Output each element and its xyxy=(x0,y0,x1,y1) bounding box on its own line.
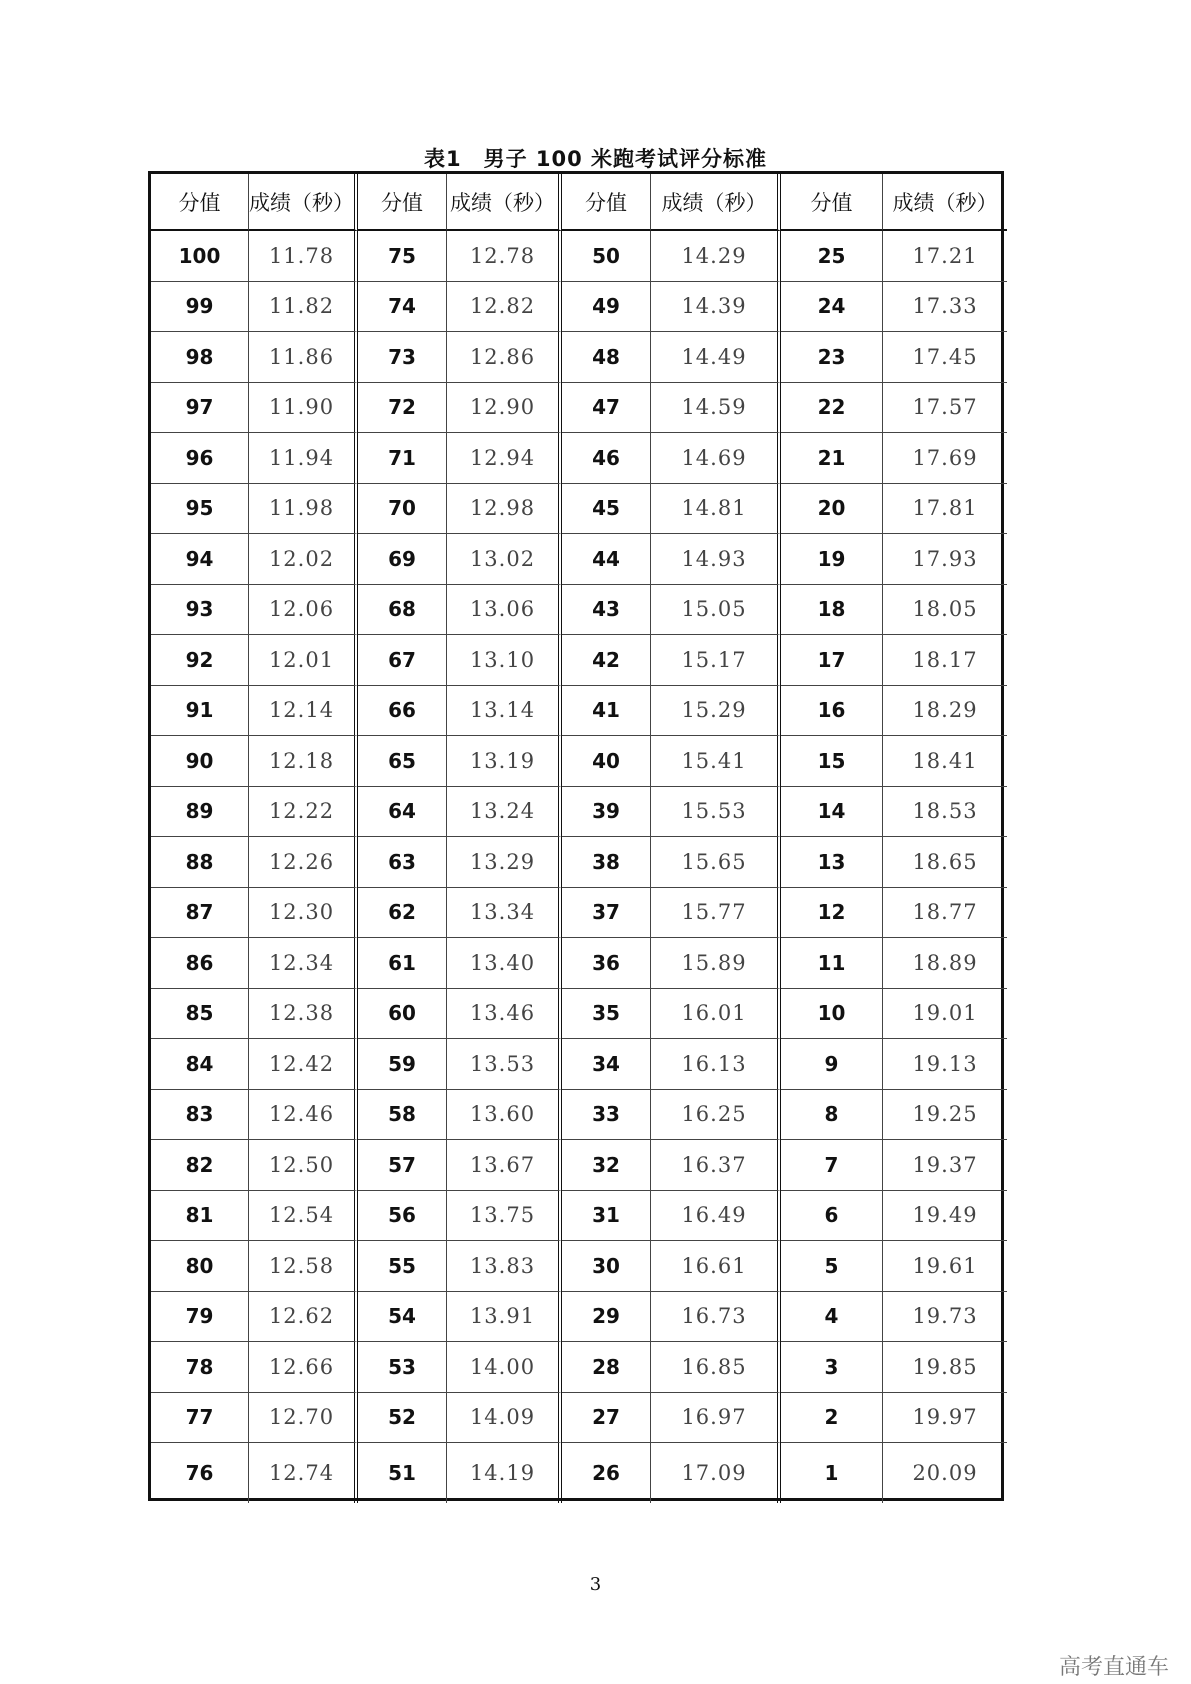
score-cell: 65 xyxy=(358,736,447,787)
time-cell: 18.17 xyxy=(883,635,1007,686)
score-cell: 35 xyxy=(562,989,651,1040)
time-cell: 11.82 xyxy=(249,282,358,333)
score-cell: 25 xyxy=(781,231,883,282)
time-cell: 12.02 xyxy=(249,534,358,585)
score-cell: 21 xyxy=(781,433,883,484)
time-cell: 14.93 xyxy=(651,534,781,585)
score-cell: 49 xyxy=(562,282,651,333)
time-cell: 13.29 xyxy=(447,837,562,888)
score-cell: 22 xyxy=(781,383,883,434)
time-cell: 19.37 xyxy=(883,1140,1007,1191)
time-cell: 14.09 xyxy=(447,1393,562,1444)
score-cell: 60 xyxy=(358,989,447,1040)
time-cell: 12.58 xyxy=(249,1241,358,1292)
score-cell: 57 xyxy=(358,1140,447,1191)
time-cell: 15.29 xyxy=(651,686,781,737)
time-cell: 12.82 xyxy=(447,282,562,333)
score-cell: 72 xyxy=(358,383,447,434)
time-cell: 14.49 xyxy=(651,332,781,383)
time-cell: 13.34 xyxy=(447,888,562,939)
time-cell: 13.83 xyxy=(447,1241,562,1292)
score-cell: 28 xyxy=(562,1342,651,1393)
score-cell: 18 xyxy=(781,585,883,636)
score-cell: 94 xyxy=(151,534,249,585)
time-cell: 12.06 xyxy=(249,585,358,636)
score-cell: 93 xyxy=(151,585,249,636)
score-cell: 26 xyxy=(562,1443,651,1503)
score-cell: 74 xyxy=(358,282,447,333)
score-cell: 89 xyxy=(151,787,249,838)
score-cell: 5 xyxy=(781,1241,883,1292)
time-cell: 14.19 xyxy=(447,1443,562,1503)
score-cell: 4 xyxy=(781,1292,883,1343)
score-cell: 11 xyxy=(781,938,883,989)
time-cell: 12.22 xyxy=(249,787,358,838)
time-cell: 19.01 xyxy=(883,989,1007,1040)
time-cell: 18.53 xyxy=(883,787,1007,838)
time-cell: 14.69 xyxy=(651,433,781,484)
table-title: 表1 男子 100 米跑考试评分标准 xyxy=(423,147,768,171)
time-cell: 18.41 xyxy=(883,736,1007,787)
time-cell: 17.69 xyxy=(883,433,1007,484)
time-cell: 13.24 xyxy=(447,787,562,838)
score-cell: 3 xyxy=(781,1342,883,1393)
score-cell: 32 xyxy=(562,1140,651,1191)
time-cell: 15.89 xyxy=(651,938,781,989)
time-cell: 12.14 xyxy=(249,686,358,737)
time-cell: 12.54 xyxy=(249,1191,358,1242)
time-cell: 13.46 xyxy=(447,989,562,1040)
score-cell: 73 xyxy=(358,332,447,383)
score-cell: 15 xyxy=(781,736,883,787)
time-cell: 11.98 xyxy=(249,484,358,535)
time-cell: 13.10 xyxy=(447,635,562,686)
score-cell: 45 xyxy=(562,484,651,535)
score-cell: 80 xyxy=(151,1241,249,1292)
score-cell: 77 xyxy=(151,1393,249,1444)
time-cell: 12.01 xyxy=(249,635,358,686)
time-cell: 16.13 xyxy=(651,1039,781,1090)
time-cell: 16.37 xyxy=(651,1140,781,1191)
time-cell: 17.93 xyxy=(883,534,1007,585)
score-cell: 24 xyxy=(781,282,883,333)
score-cell: 12 xyxy=(781,888,883,939)
score-cell: 38 xyxy=(562,837,651,888)
score-cell: 59 xyxy=(358,1039,447,1090)
score-cell: 61 xyxy=(358,938,447,989)
time-cell: 12.86 xyxy=(447,332,562,383)
score-cell: 16 xyxy=(781,686,883,737)
score-cell: 97 xyxy=(151,383,249,434)
time-cell: 12.98 xyxy=(447,484,562,535)
score-cell: 62 xyxy=(358,888,447,939)
time-cell: 20.09 xyxy=(912,1461,978,1485)
header-score: 分值 xyxy=(781,174,883,231)
score-cell: 96 xyxy=(151,433,249,484)
time-cell: 11.78 xyxy=(249,231,358,282)
time-cell: 13.14 xyxy=(447,686,562,737)
time-cell: 19.85 xyxy=(883,1342,1007,1393)
time-cell: 16.61 xyxy=(651,1241,781,1292)
time-cell: 12.26 xyxy=(249,837,358,888)
time-cell: 12.66 xyxy=(249,1342,358,1393)
score-cell: 68 xyxy=(358,585,447,636)
score-cell: 14 xyxy=(781,787,883,838)
time-cell: 13.02 xyxy=(447,534,562,585)
time-cell: 12.94 xyxy=(447,433,562,484)
score-cell: 98 xyxy=(151,332,249,383)
score-cell: 40 xyxy=(562,736,651,787)
score-cell: 36 xyxy=(562,938,651,989)
time-cell: 15.17 xyxy=(651,635,781,686)
time-cell: 15.41 xyxy=(651,736,781,787)
score-cell: 100 xyxy=(151,231,249,282)
score-cell: 87 xyxy=(151,888,249,939)
score-cell: 85 xyxy=(151,989,249,1040)
score-cell: 84 xyxy=(151,1039,249,1090)
time-cell: 16.97 xyxy=(651,1393,781,1444)
time-cell: 15.53 xyxy=(651,787,781,838)
header-score: 分值 xyxy=(562,174,651,231)
score-cell: 27 xyxy=(562,1393,651,1444)
score-cell: 82 xyxy=(151,1140,249,1191)
time-cell: 12.74 xyxy=(249,1443,358,1503)
score-cell: 99 xyxy=(151,282,249,333)
time-cell: 13.60 xyxy=(447,1090,562,1141)
score-cell: 29 xyxy=(562,1292,651,1343)
score-cell: 95 xyxy=(151,484,249,535)
score-cell: 53 xyxy=(358,1342,447,1393)
score-cell: 10 xyxy=(781,989,883,1040)
score-cell: 92 xyxy=(151,635,249,686)
score-cell: 20 xyxy=(781,484,883,535)
score-cell: 34 xyxy=(562,1039,651,1090)
score-cell: 58 xyxy=(358,1090,447,1141)
time-cell: 16.25 xyxy=(651,1090,781,1141)
header-score: 分值 xyxy=(151,174,249,231)
time-cell: 17.45 xyxy=(883,332,1007,383)
score-cell: 47 xyxy=(562,383,651,434)
time-cell: 13.06 xyxy=(447,585,562,636)
score-cell: 37 xyxy=(562,888,651,939)
score-cell: 8 xyxy=(781,1090,883,1141)
score-cell: 41 xyxy=(562,686,651,737)
score-cell: 1 xyxy=(781,1443,883,1503)
time-cell: 17.09 xyxy=(651,1443,781,1503)
time-cell: 12.30 xyxy=(249,888,358,939)
score-cell: 78 xyxy=(151,1342,249,1393)
score-cell: 43 xyxy=(562,585,651,636)
time-cell: 16.73 xyxy=(651,1292,781,1343)
time-cell: 11.94 xyxy=(249,433,358,484)
time-cell: 14.81 xyxy=(651,484,781,535)
time-cell: 14.39 xyxy=(651,282,781,333)
header-time: 成绩（秒） xyxy=(447,174,562,231)
time-cell: 12.42 xyxy=(249,1039,358,1090)
time-cell: 18.89 xyxy=(883,938,1007,989)
score-cell: 33 xyxy=(562,1090,651,1141)
time-cell: 19.73 xyxy=(883,1292,1007,1343)
time-cell: 12.38 xyxy=(249,989,358,1040)
score-cell: 83 xyxy=(151,1090,249,1141)
time-cell: 19.13 xyxy=(883,1039,1007,1090)
time-cell: 13.19 xyxy=(447,736,562,787)
time-cell: 19.49 xyxy=(883,1191,1007,1242)
score-cell: 19 xyxy=(781,534,883,585)
score-cell: 69 xyxy=(358,534,447,585)
score-cell: 86 xyxy=(151,938,249,989)
score-cell: 81 xyxy=(151,1191,249,1242)
score-cell: 76 xyxy=(151,1443,249,1503)
time-cell: 12.90 xyxy=(447,383,562,434)
score-cell: 51 xyxy=(358,1443,447,1503)
time-cell: 16.49 xyxy=(651,1191,781,1242)
time-cell: 16.85 xyxy=(651,1342,781,1393)
score-cell: 44 xyxy=(562,534,651,585)
scoring-table xyxy=(148,171,1004,1501)
score-cell: 23 xyxy=(781,332,883,383)
time-cell: 19.25 xyxy=(883,1090,1007,1141)
score-cell: 75 xyxy=(358,231,447,282)
score-cell: 2 xyxy=(781,1393,883,1444)
header-time: 成绩（秒） xyxy=(249,174,358,231)
time-cell: 11.90 xyxy=(249,383,358,434)
score-cell: 9 xyxy=(781,1039,883,1090)
time-cell: 18.05 xyxy=(883,585,1007,636)
time-cell: 15.05 xyxy=(651,585,781,636)
time-cell: 17.57 xyxy=(883,383,1007,434)
score-cell: 54 xyxy=(358,1292,447,1343)
time-cell: 13.40 xyxy=(447,938,562,989)
score-cell: 7 xyxy=(781,1140,883,1191)
header-score: 分值 xyxy=(358,174,447,231)
time-cell: 15.77 xyxy=(651,888,781,939)
time-cell: 18.29 xyxy=(883,686,1007,737)
score-cell: 79 xyxy=(151,1292,249,1343)
score-cell: 56 xyxy=(358,1191,447,1242)
time-cell: 12.34 xyxy=(249,938,358,989)
score-cell: 91 xyxy=(151,686,249,737)
time-cell: 11.86 xyxy=(249,332,358,383)
time-cell: 17.21 xyxy=(883,231,1007,282)
watermark: 高考直通车 xyxy=(1058,1655,1169,1680)
page-number: 3 xyxy=(589,1574,602,1595)
time-cell: 12.70 xyxy=(249,1393,358,1444)
score-cell: 48 xyxy=(562,332,651,383)
score-cell: 71 xyxy=(358,433,447,484)
time-cell: 16.01 xyxy=(651,989,781,1040)
time-cell: 15.65 xyxy=(651,837,781,888)
score-cell: 13 xyxy=(781,837,883,888)
score-cell: 66 xyxy=(358,686,447,737)
time-cell: 14.29 xyxy=(651,231,781,282)
score-cell: 50 xyxy=(562,231,651,282)
score-cell: 90 xyxy=(151,736,249,787)
score-cell: 70 xyxy=(358,484,447,535)
time-cell: 12.18 xyxy=(249,736,358,787)
score-cell: 64 xyxy=(358,787,447,838)
score-cell: 6 xyxy=(781,1191,883,1242)
time-cell: 13.53 xyxy=(447,1039,562,1090)
score-cell: 31 xyxy=(562,1191,651,1242)
score-cell: 42 xyxy=(562,635,651,686)
time-cell: 12.50 xyxy=(249,1140,358,1191)
time-cell: 13.91 xyxy=(447,1292,562,1343)
time-cell: 12.46 xyxy=(249,1090,358,1141)
score-cell: 55 xyxy=(358,1241,447,1292)
score-cell: 39 xyxy=(562,787,651,838)
time-cell: 19.97 xyxy=(883,1393,1007,1444)
time-cell: 13.67 xyxy=(447,1140,562,1191)
time-cell: 19.61 xyxy=(883,1241,1007,1292)
time-cell: 14.00 xyxy=(447,1342,562,1393)
score-cell: 17 xyxy=(781,635,883,686)
score-cell: 52 xyxy=(358,1393,447,1444)
time-cell: 18.77 xyxy=(883,888,1007,939)
header-time: 成绩（秒） xyxy=(651,174,781,231)
time-cell: 12.78 xyxy=(447,231,562,282)
time-cell: 13.75 xyxy=(447,1191,562,1242)
score-cell: 46 xyxy=(562,433,651,484)
score-cell: 67 xyxy=(358,635,447,686)
header-time: 成绩（秒） xyxy=(883,174,1007,231)
time-cell: 18.65 xyxy=(883,837,1007,888)
time-cell: 14.59 xyxy=(651,383,781,434)
score-cell: 30 xyxy=(562,1241,651,1292)
time-cell: 17.81 xyxy=(883,484,1007,535)
time-cell: 17.33 xyxy=(883,282,1007,333)
time-cell: 12.62 xyxy=(249,1292,358,1343)
score-cell: 63 xyxy=(358,837,447,888)
score-cell: 88 xyxy=(151,837,249,888)
